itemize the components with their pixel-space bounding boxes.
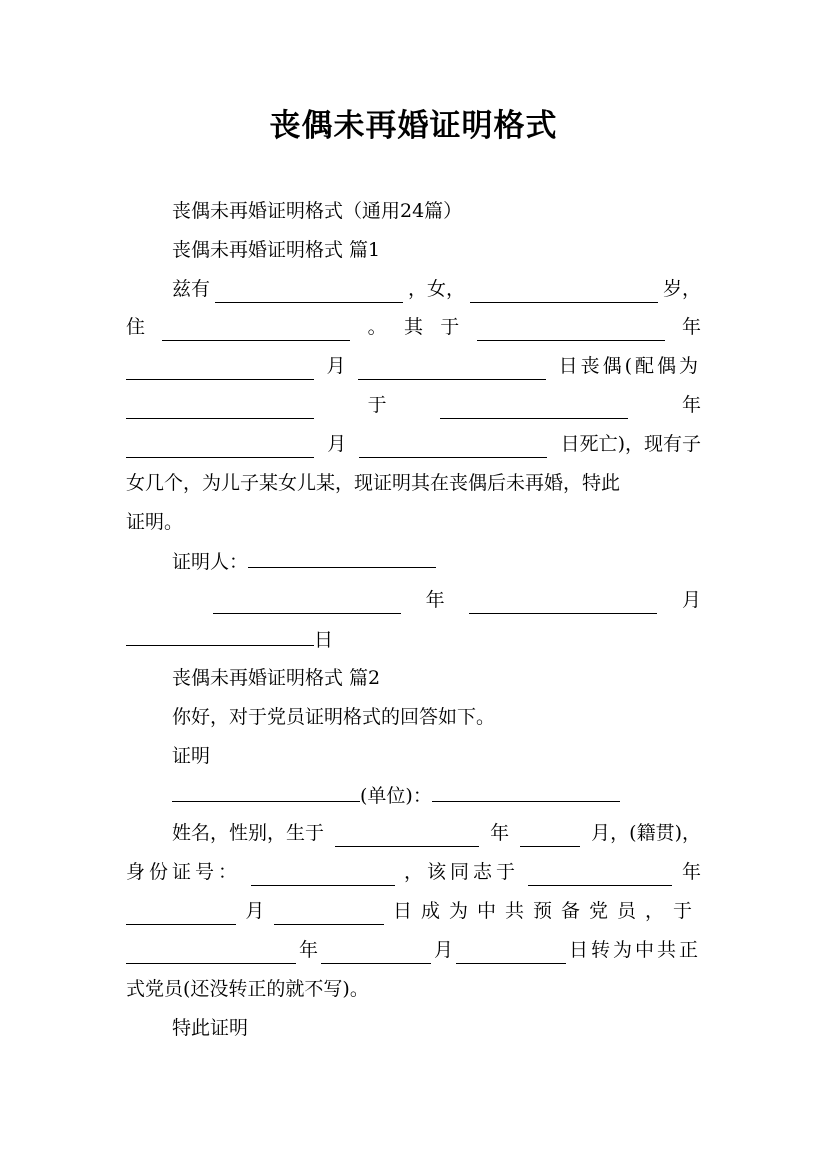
blank-line — [469, 593, 657, 614]
p1-line-7: 证明。 — [126, 511, 184, 533]
p2-line-9: 特此证明 — [172, 1017, 249, 1039]
blank-line — [126, 625, 314, 646]
blank-line — [126, 359, 314, 380]
document-title: 丧偶未再婚证明格式 — [269, 108, 558, 144]
p2-line-6: 月 日成为中共预备党员，于 — [126, 897, 701, 925]
p1-line-2: 住 。 其 于 年 — [126, 313, 701, 341]
blank-line — [335, 826, 479, 847]
p2-line-8: 式党员(还没转正的就不写)。 — [126, 978, 369, 1000]
blank-line — [359, 437, 547, 458]
blank-line — [162, 320, 350, 341]
blank-line — [274, 904, 384, 925]
date-line-2: 日 — [126, 625, 701, 653]
blank-line — [528, 865, 672, 886]
witness-line: 证明人： — [172, 547, 701, 575]
section-heading-2: 丧偶未再婚证明格式 篇2 — [172, 667, 381, 689]
date-line: 年 月 — [213, 586, 701, 614]
blank-line — [126, 904, 236, 925]
blank-line — [321, 943, 431, 964]
blank-line — [172, 781, 360, 802]
blank-line — [440, 398, 628, 419]
blank-line — [358, 359, 546, 380]
p2-line-4: 姓名，性别，生于 年 月，(籍贯)， — [172, 819, 701, 847]
intro-line: 丧偶未再婚证明格式（通用24篇） — [172, 200, 463, 222]
blank-line — [520, 826, 580, 847]
p1-line-3: 月 日丧偶(配偶为 — [126, 352, 701, 380]
p2-line-1: 你好，对于党员证明格式的回答如下。 — [172, 706, 496, 728]
blank-line — [126, 398, 314, 419]
blank-line — [126, 437, 314, 458]
blank-line — [456, 943, 566, 964]
blank-line — [251, 865, 395, 886]
blank-line — [126, 943, 296, 964]
p2-line-7: 年 月 日转为中共正 — [126, 936, 701, 964]
blank-line — [213, 593, 401, 614]
p1-line-4: 于 年 — [126, 391, 701, 419]
p2-line-3: (单位)： — [172, 781, 701, 809]
p2-line-2: 证明 — [172, 745, 211, 767]
section-heading-1: 丧偶未再婚证明格式 篇1 — [172, 239, 381, 261]
blank-line — [215, 282, 403, 303]
p1-line-5: 月 日死亡)，现有子 — [126, 430, 701, 458]
blank-line — [248, 547, 436, 568]
p1-line-1: 兹有 ，女， 岁， — [172, 275, 701, 303]
blank-line — [432, 781, 620, 802]
blank-line — [470, 282, 658, 303]
blank-line — [477, 320, 665, 341]
p2-line-5: 身份证号： ，该同志于 年 — [126, 858, 701, 886]
p1-line-6: 女几个，为儿子某女儿某，现证明其在丧偶后未再婚，特此 — [126, 472, 621, 494]
